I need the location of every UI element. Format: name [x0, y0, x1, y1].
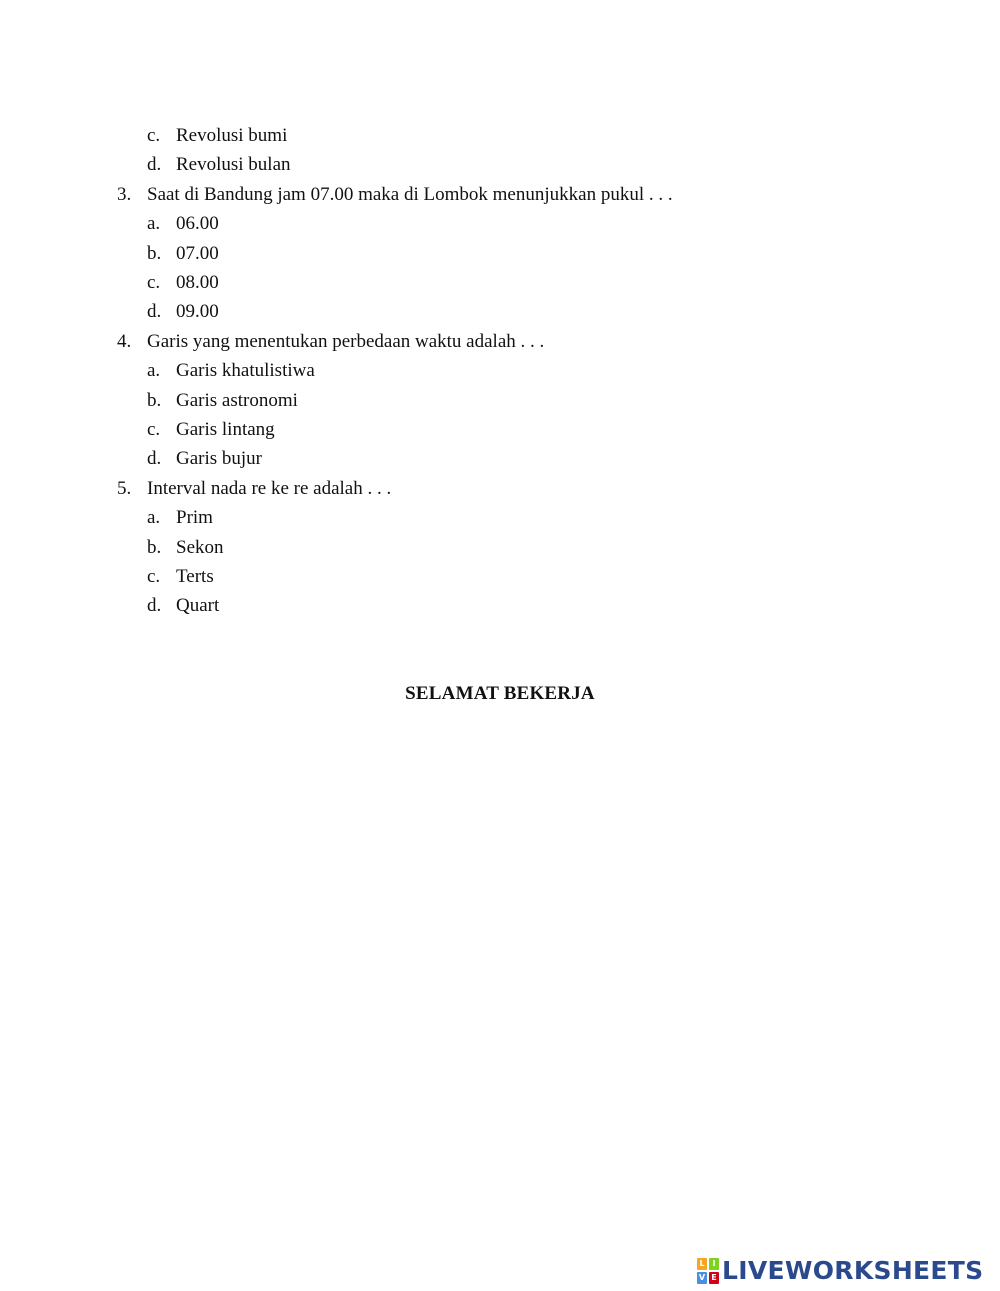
- option-text: Prim: [176, 507, 213, 529]
- logo-mark-letter: V: [698, 1273, 706, 1282]
- question-text: Garis yang menentukan perbedaan waktu adalah . . .: [147, 330, 545, 352]
- option-text: Quart: [176, 595, 220, 617]
- option-letter: c.: [147, 272, 161, 293]
- option-letter: c.: [147, 419, 161, 440]
- option-text: Garis astronomi: [176, 389, 298, 411]
- option-letter: d.: [147, 595, 162, 617]
- question-text: Interval nada re ke re adalah . . .: [147, 477, 392, 499]
- logo-mark-letter: E: [709, 1272, 719, 1284]
- option-text: Revolusi bumi: [176, 125, 288, 146]
- question-number: 5.: [117, 477, 132, 499]
- option-text: Garis khatulistiwa: [176, 360, 315, 382]
- option-text: 08.00: [176, 272, 219, 293]
- logo-mark-letter: L: [697, 1258, 707, 1270]
- option-letter: c.: [147, 566, 161, 587]
- option-letter: d.: [147, 448, 162, 470]
- option-letter: d.: [147, 301, 162, 323]
- option-letter: c.: [147, 125, 161, 146]
- option-text: 06.00: [176, 213, 219, 235]
- logo-mark-letter: I: [709, 1258, 719, 1270]
- option-letter: a.: [147, 360, 161, 382]
- question-number: 3.: [117, 183, 132, 205]
- option-letter: b.: [147, 242, 162, 264]
- logo-text: LIVEWORKSHEETS: [722, 1256, 984, 1285]
- closing-text: SELAMAT BEKERJA: [405, 683, 595, 704]
- question-text: Saat di Bandung jam 07.00 maka di Lombok menunjukkan pukul . . .: [147, 183, 673, 205]
- option-text: Sekon: [176, 536, 224, 558]
- option-text: 07.00: [176, 242, 219, 264]
- liveworksheets-logo: [697, 1256, 983, 1286]
- question-number: 4.: [117, 330, 132, 352]
- option-text: 09.00: [176, 301, 219, 323]
- option-letter: b.: [147, 536, 162, 558]
- liveworksheets-logo-icon: [697, 1258, 719, 1284]
- option-text: Garis lintang: [176, 419, 275, 440]
- option-text: Garis bujur: [176, 448, 263, 470]
- option-letter: d.: [147, 154, 162, 176]
- option-text: Terts: [176, 566, 214, 587]
- option-letter: a.: [147, 507, 161, 529]
- option-text: Revolusi bulan: [176, 154, 291, 176]
- option-letter: b.: [147, 389, 162, 411]
- option-letter: a.: [147, 213, 161, 235]
